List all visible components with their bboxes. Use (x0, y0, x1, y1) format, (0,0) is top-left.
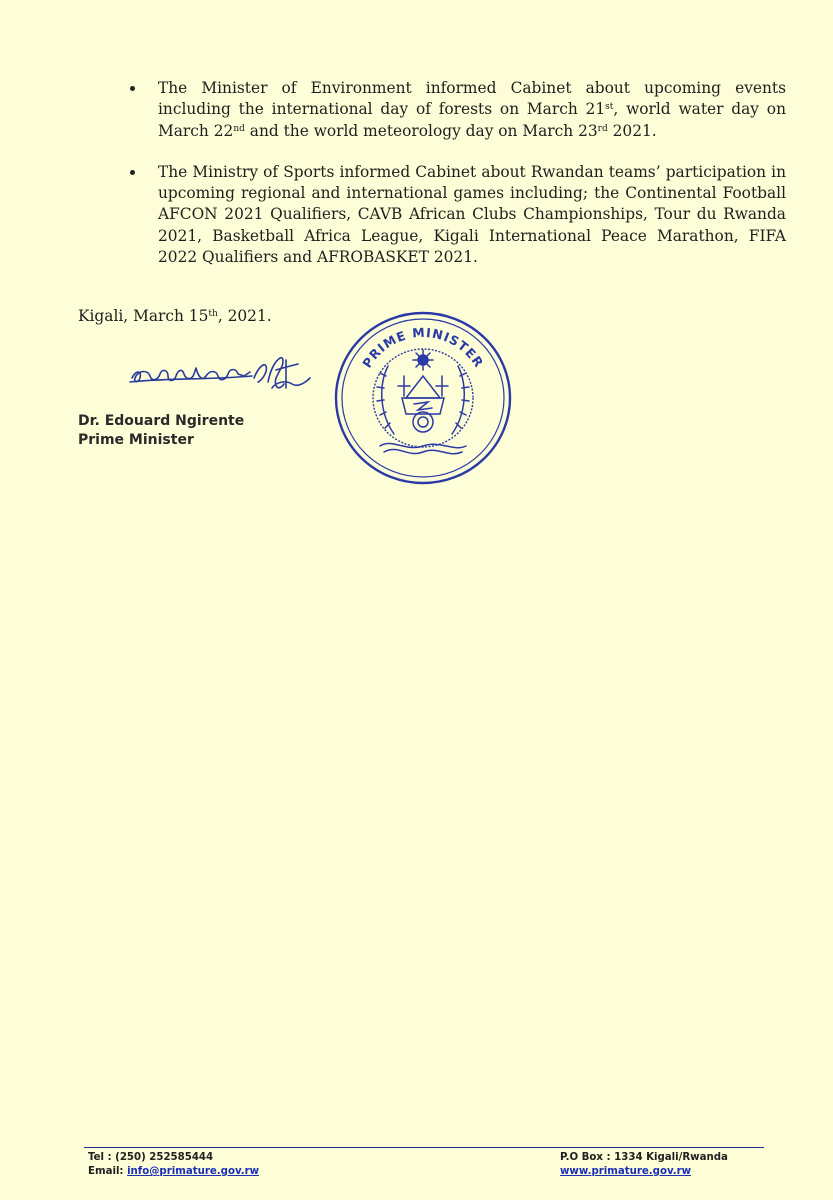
bullet-icon (130, 86, 135, 91)
dateline: Kigali, March 15th, 2021. (78, 307, 272, 325)
footer-tel: Tel : (250) 252585444 (88, 1152, 214, 1163)
footer-contact (88, 1151, 259, 1179)
signer-block (78, 412, 244, 450)
footer-pobox: P.O Box : 1334 Kigali/Rwanda (560, 1152, 728, 1163)
bullet-list (130, 78, 786, 268)
prime-minister-seal-image (332, 306, 514, 486)
footer-address (560, 1151, 728, 1179)
signature-image (126, 352, 312, 396)
signer-title: Prime Minister (78, 432, 194, 448)
bullet-text: The Ministry of Sports informed Cabinet about Rwandan teams’ participation in upcoming regional and international games including; the Continental Football AFCON 2021 Qualifiers, CAVB African Clubs Championships, Tour du Rwanda 2021, Basketball Africa League, Kigali International Peace Marathon, FIFA 2022 Qualifiers and AFROBASKET 2021. (158, 162, 786, 267)
bullet-item (130, 162, 786, 268)
bullet-icon (130, 170, 135, 175)
website-link[interactable]: www.primature.gov.rw (560, 1166, 692, 1177)
svg-text:PRIME MINISTER: PRIME MINISTER (359, 324, 487, 371)
signer-name: Dr. Edouard Ngirente (78, 413, 245, 429)
bullet-text: The Minister of Environment informed Cabinet about upcoming events including the international day of forests on March 21st, world water day on March 22nd and the world meteorology day on March 23rd 2021. (158, 79, 786, 140)
bullet-item (130, 78, 786, 142)
footer-rule (84, 1147, 764, 1148)
footer-email: Email: info@primature.gov.rw (88, 1166, 260, 1177)
email-link[interactable]: info@primature.gov.rw (127, 1166, 260, 1177)
